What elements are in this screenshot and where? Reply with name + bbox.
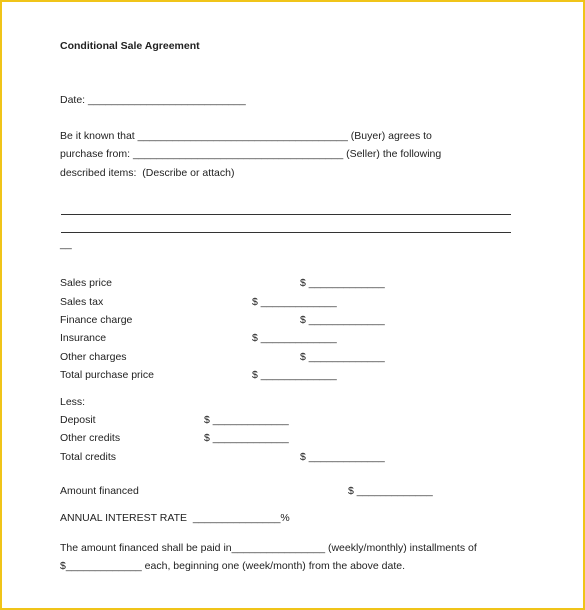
sales-price-amount: $ _____________	[300, 277, 385, 289]
other-credits-amount: $ _____________	[204, 432, 289, 444]
sales-tax-label: Sales tax	[60, 296, 104, 308]
document-title: Conditional Sale Agreement	[60, 40, 200, 52]
total-credits-amount: $ _____________	[300, 451, 385, 463]
other-charges-label: Other charges	[60, 351, 127, 363]
payment-terms-line-1: The amount financed shall be paid in________________ (weekly/monthly) installments of	[60, 542, 477, 554]
amount-financed-label: Amount financed	[60, 485, 139, 497]
described-items-label: described items: (Describe or attach)	[60, 167, 235, 179]
seller-line: purchase from: ____________________________________ (Seller) the following	[60, 148, 442, 160]
total-purchase-price-amount: $ _____________	[252, 369, 337, 381]
total-credits-label: Total credits	[60, 451, 117, 463]
other-credits-label: Other credits	[60, 432, 121, 444]
finance-charge-label: Finance charge	[60, 314, 133, 326]
insurance-amount: $ _____________	[252, 332, 337, 344]
finance-charge-amount: $ _____________	[300, 314, 385, 326]
deposit-label: Deposit	[60, 414, 96, 426]
description-line-2	[61, 232, 511, 233]
payment-terms-line-2: $_____________ each, beginning one (week/month) from the above date.	[60, 560, 406, 572]
annual-interest-rate: ANNUAL INTEREST RATE _______________%	[60, 512, 290, 524]
date-field: Date: ___________________________	[60, 94, 246, 106]
less-heading: Less:	[60, 396, 86, 408]
description-line-3: __	[60, 238, 72, 250]
amount-financed-amount: $ _____________	[348, 485, 433, 497]
buyer-line: Be it known that ____________________________________ (Buyer) agrees to	[60, 130, 432, 142]
description-line-1	[61, 214, 511, 215]
other-charges-amount: $ _____________	[300, 351, 385, 363]
sales-price-label: Sales price	[60, 277, 112, 289]
insurance-label: Insurance	[60, 332, 107, 344]
sales-tax-amount: $ _____________	[252, 296, 337, 308]
total-purchase-price-label: Total purchase price	[60, 369, 154, 381]
deposit-amount: $ _____________	[204, 414, 289, 426]
